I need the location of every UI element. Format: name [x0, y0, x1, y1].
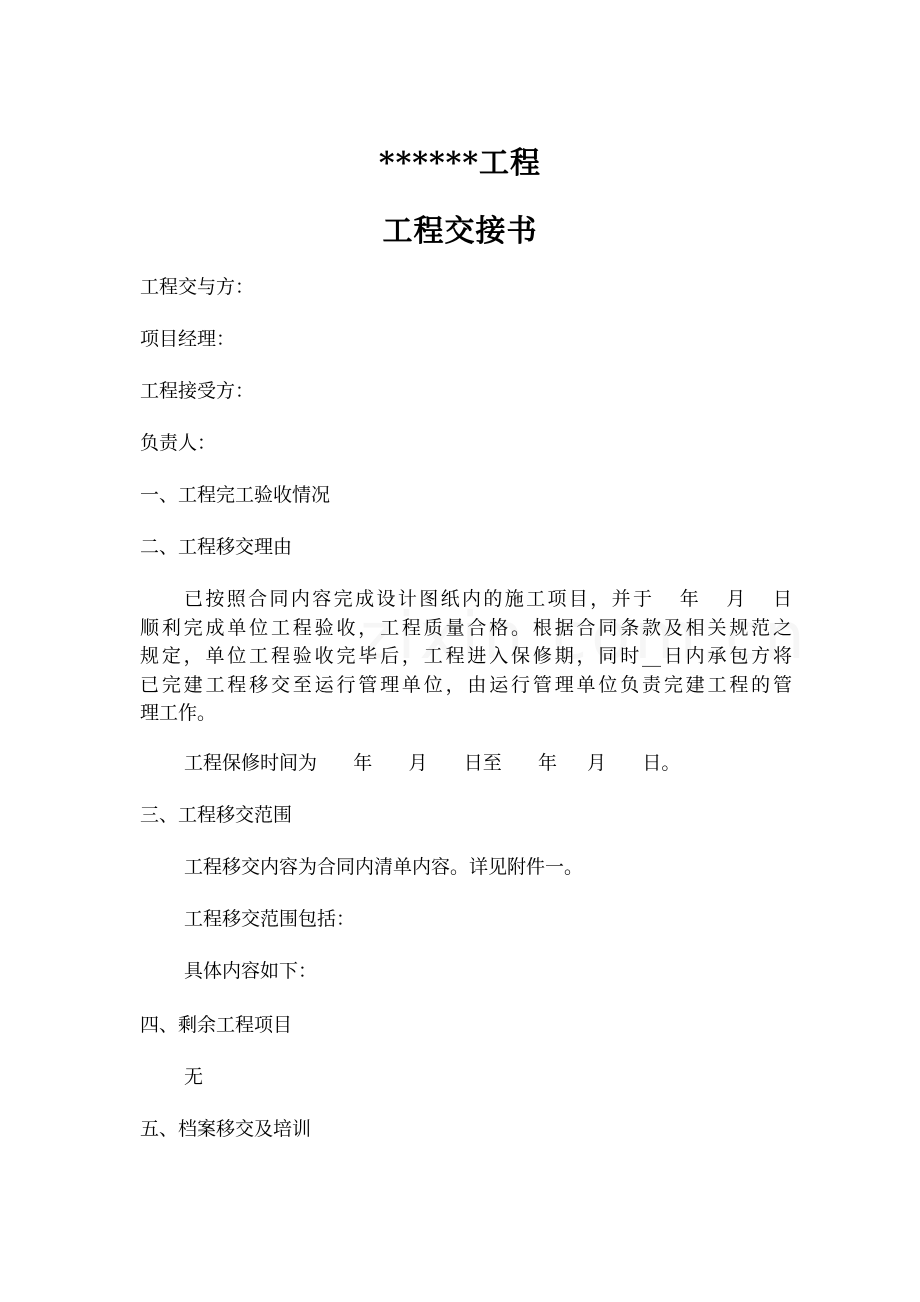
- document-title: 工程交接书: [382, 214, 538, 249]
- details-line: 具体内容如下：: [184, 960, 318, 982]
- section-4-heading: 四、剩余工程项目: [140, 1014, 293, 1036]
- project-manager-field: 项目经理：: [140, 328, 236, 350]
- handover-content-line: 工程移交内容为合同内清单内容。详见附件一。: [184, 856, 584, 878]
- warranty-period-line: 工程保修时间为 年 月 日至 年 月 日。: [184, 752, 681, 774]
- section-5-heading: 五、档案移交及培训: [140, 1118, 312, 1140]
- paragraph-line: 理工作。: [140, 702, 217, 724]
- handover-scope-line: 工程移交范围包括：: [184, 908, 356, 930]
- section-1-heading: 一、工程完工验收情况: [140, 484, 331, 506]
- paragraph-line: 顺利完成单位工程验收，工程质量合格。根据合同条款及相关规范之: [140, 616, 792, 639]
- section-3-heading: 三、工程移交范围: [140, 804, 293, 826]
- receiving-party-field: 工程接受方：: [140, 380, 255, 402]
- project-title: ******工程: [378, 146, 542, 181]
- responsible-person-field: 负责人：: [140, 432, 217, 454]
- section-2-heading: 二、工程移交理由: [140, 536, 293, 558]
- paragraph-line: 已完建工程移交至运行管理单位，由运行管理单位负责完建工程的管: [140, 673, 792, 696]
- handover-reason-paragraph: [140, 585, 792, 728]
- handover-party-field: 工程交与方：: [140, 276, 255, 298]
- paragraph-line: 规定，单位工程验收完毕后，工程进入保修期，同时__日内承包方将: [140, 645, 792, 667]
- paragraph-line: 已按照合同内容完成设计图纸内的施工项目，并于 年 月 日: [184, 588, 792, 610]
- remaining-items-content: 无: [184, 1066, 204, 1088]
